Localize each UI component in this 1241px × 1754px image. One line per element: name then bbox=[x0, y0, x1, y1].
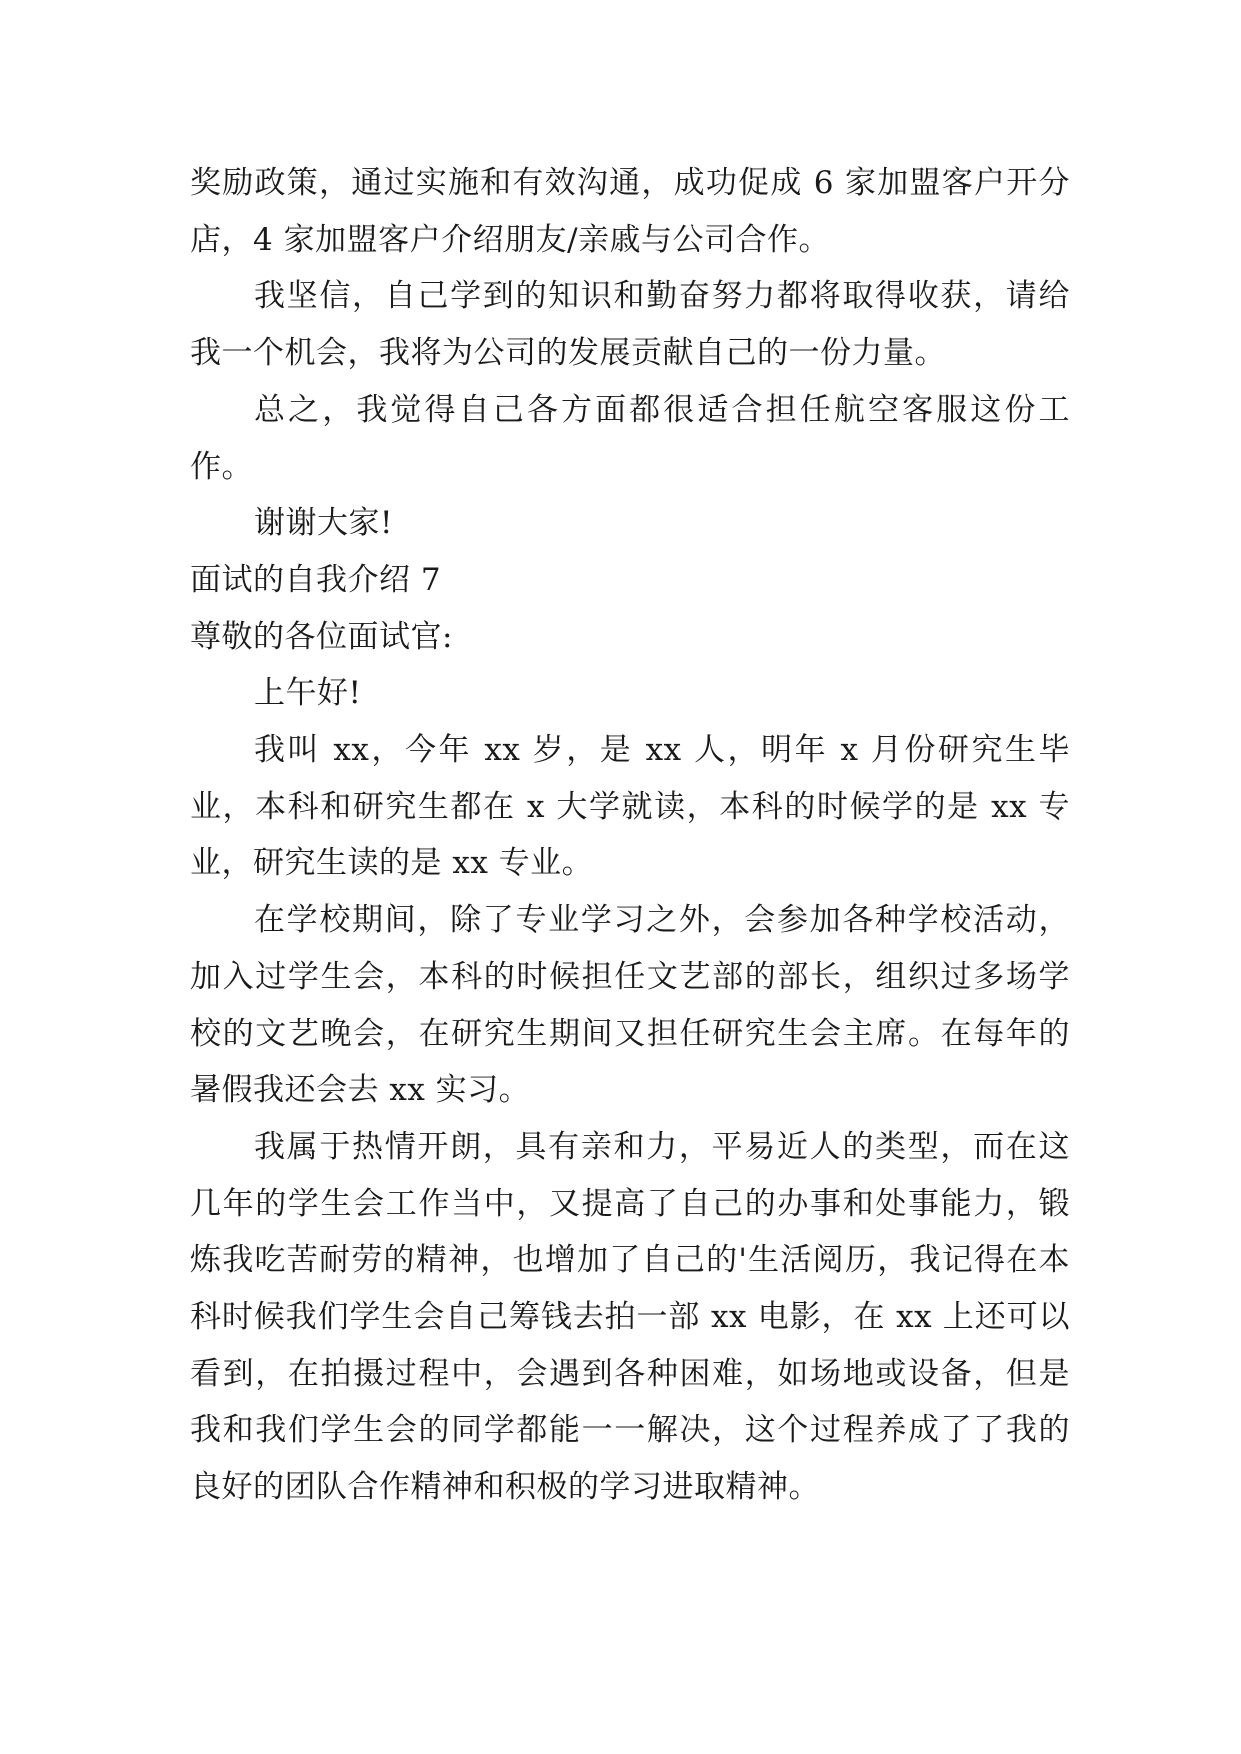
paragraph-introduction: 我叫 xx，今年 xx 岁，是 xx 人，明年 x 月份研究生毕业，本科和研究生都在 x 大学就读，本科的时候学的是 xx 专业，研究生读的是 xx 专业。 bbox=[190, 732, 1070, 882]
section-heading: 面试的自我介绍 7 bbox=[190, 561, 442, 598]
paragraph-school-activities: 在学校期间，除了专业学习之外，会参加各种学校活动，加入过学生会，本科的时候担任文艺部的部长，组织过多场学校的文艺晚会，在研究生期间又担任研究生会主席。在每年的暑假我还会去 xx 实习。 bbox=[190, 902, 1070, 1109]
salutation: 尊敬的各位面试官: bbox=[190, 618, 453, 655]
paragraph-summary: 总之，我觉得自己各方面都很适合担任航空客服这份工作。 bbox=[190, 391, 1070, 485]
paragraph-reward-policy: 奖励政策，通过实施和有效沟通，成功促成 6 家加盟客户开分店，4 家加盟客户介绍朋友/亲戚与公司合作。 bbox=[190, 165, 1070, 258]
document-body bbox=[190, 155, 1070, 1516]
paragraph-belief: 我坚信，自己学到的知识和勤奋努力都将取得收获，请给我一个机会，我将为公司的发展贡献自己的一份力量。 bbox=[190, 278, 1070, 372]
greeting: 上午好! bbox=[254, 675, 362, 712]
paragraph-personality: 我属于热情开朗，具有亲和力，平易近人的类型，而在这几年的学生会工作当中，又提高了自己的办事和处事能力，锻炼我吃苦耐劳的精神，也增加了自己的'生活阅历，我记得在本科时候我们学生会自己筹钱去拍一部 xx 电影，在 xx 上还可以看到，在拍摄过程中，会遇到各种困难，如场地或设备，但是我和我们学生会的同学都能一一解决，这个过程养成了了我的良好的团队合作精神和积极的学习进取精神。 bbox=[190, 1128, 1070, 1506]
paragraph-thanks: 谢谢大家! bbox=[254, 505, 393, 542]
